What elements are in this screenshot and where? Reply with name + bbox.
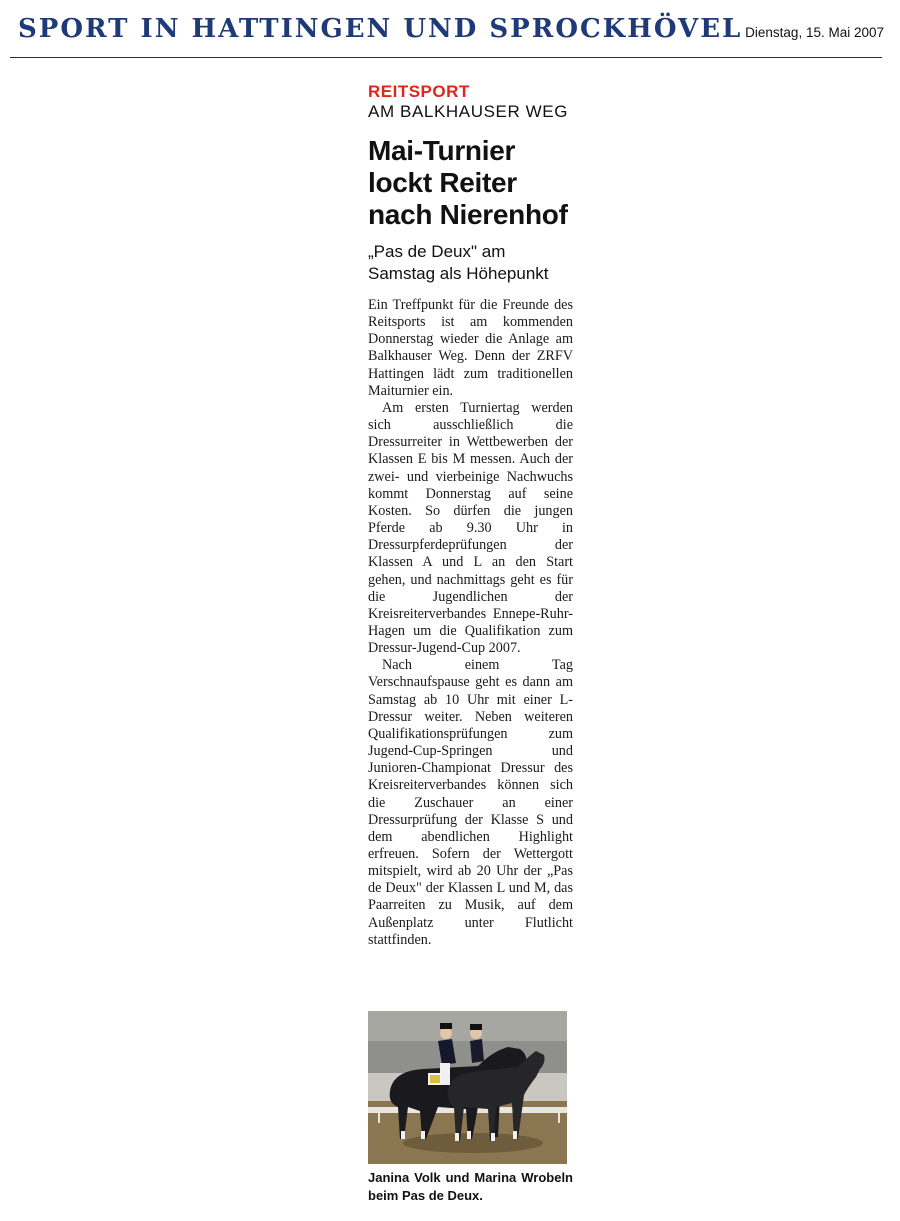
article-headline: Mai-Turnier lockt Reiter nach Nierenhof <box>368 135 568 230</box>
section-title: SPORT IN HATTINGEN UND SPROCKHÖVEL <box>18 14 743 44</box>
article-paragraph: Am ersten Turniertag werden sich ausschließlich die Dressurreiter in Wettbewerben der Klassen E bis M messen. Auch der zwei- und vierbeinige Nachwuchs kommt Donnerstag auf seine Kosten. So dürfen die jungen Pferde ab 9.30 Uhr in Dressurpferdeprüfungen der Klassen A und L an den Start gehen, und nachmittags geht es für die Jugendlichen der Kreisreiterverbandes Ennepe-Ruhr-Hagen um die Qualifikation zum Dressur-Jugend-Cup 2007. <box>368 399 573 657</box>
article <box>368 82 573 949</box>
article-subheadline: „Pas de Deux" am Samstag als Höhepunkt <box>368 242 549 283</box>
dressage-riders-illustration <box>368 1011 567 1164</box>
article-rubric: REITSPORT <box>368 82 470 101</box>
article-body <box>368 297 573 949</box>
article-kicker: AM BALKHAUSER WEG <box>368 102 569 121</box>
article-paragraph: Ein Treffpunkt für die Freunde des Reitsports ist am kommenden Donnerstag wieder die Anlage am Balkhauser Weg. Denn der ZRFV Hattingen lädt zum traditionellen Maiturnier ein. <box>368 297 573 399</box>
masthead <box>0 12 900 52</box>
issue-date: Dienstag, 15. Mai 2007 <box>745 25 884 40</box>
photo-caption: Janina Volk und Marina Wrobeln beim Pas de Deux. <box>368 1170 573 1203</box>
article-paragraph: Nach einem Tag Verschnaufspause geht es dann am Samstag ab 10 Uhr mit einer L-Dressur weiter. Neben weiteren Qualifikationsprüfungen zum Jugend-Cup-Springen und Junioren-Championat Dressur des Kreisreiterverbandes können sich die Zuschauer an einer Dressurprüfung der Klasse S und dem abendlichen Highlight erfreuen. Sofern der Wettergott mitspielt, wird ab 20 Uhr der „Pas de Deux" der Klassen L und M, das Paarreiten zu Musik, auf dem Außenplatz unter Flutlicht stattfinden. <box>368 657 573 948</box>
article-photo <box>368 1011 567 1164</box>
masthead-divider <box>10 57 882 58</box>
